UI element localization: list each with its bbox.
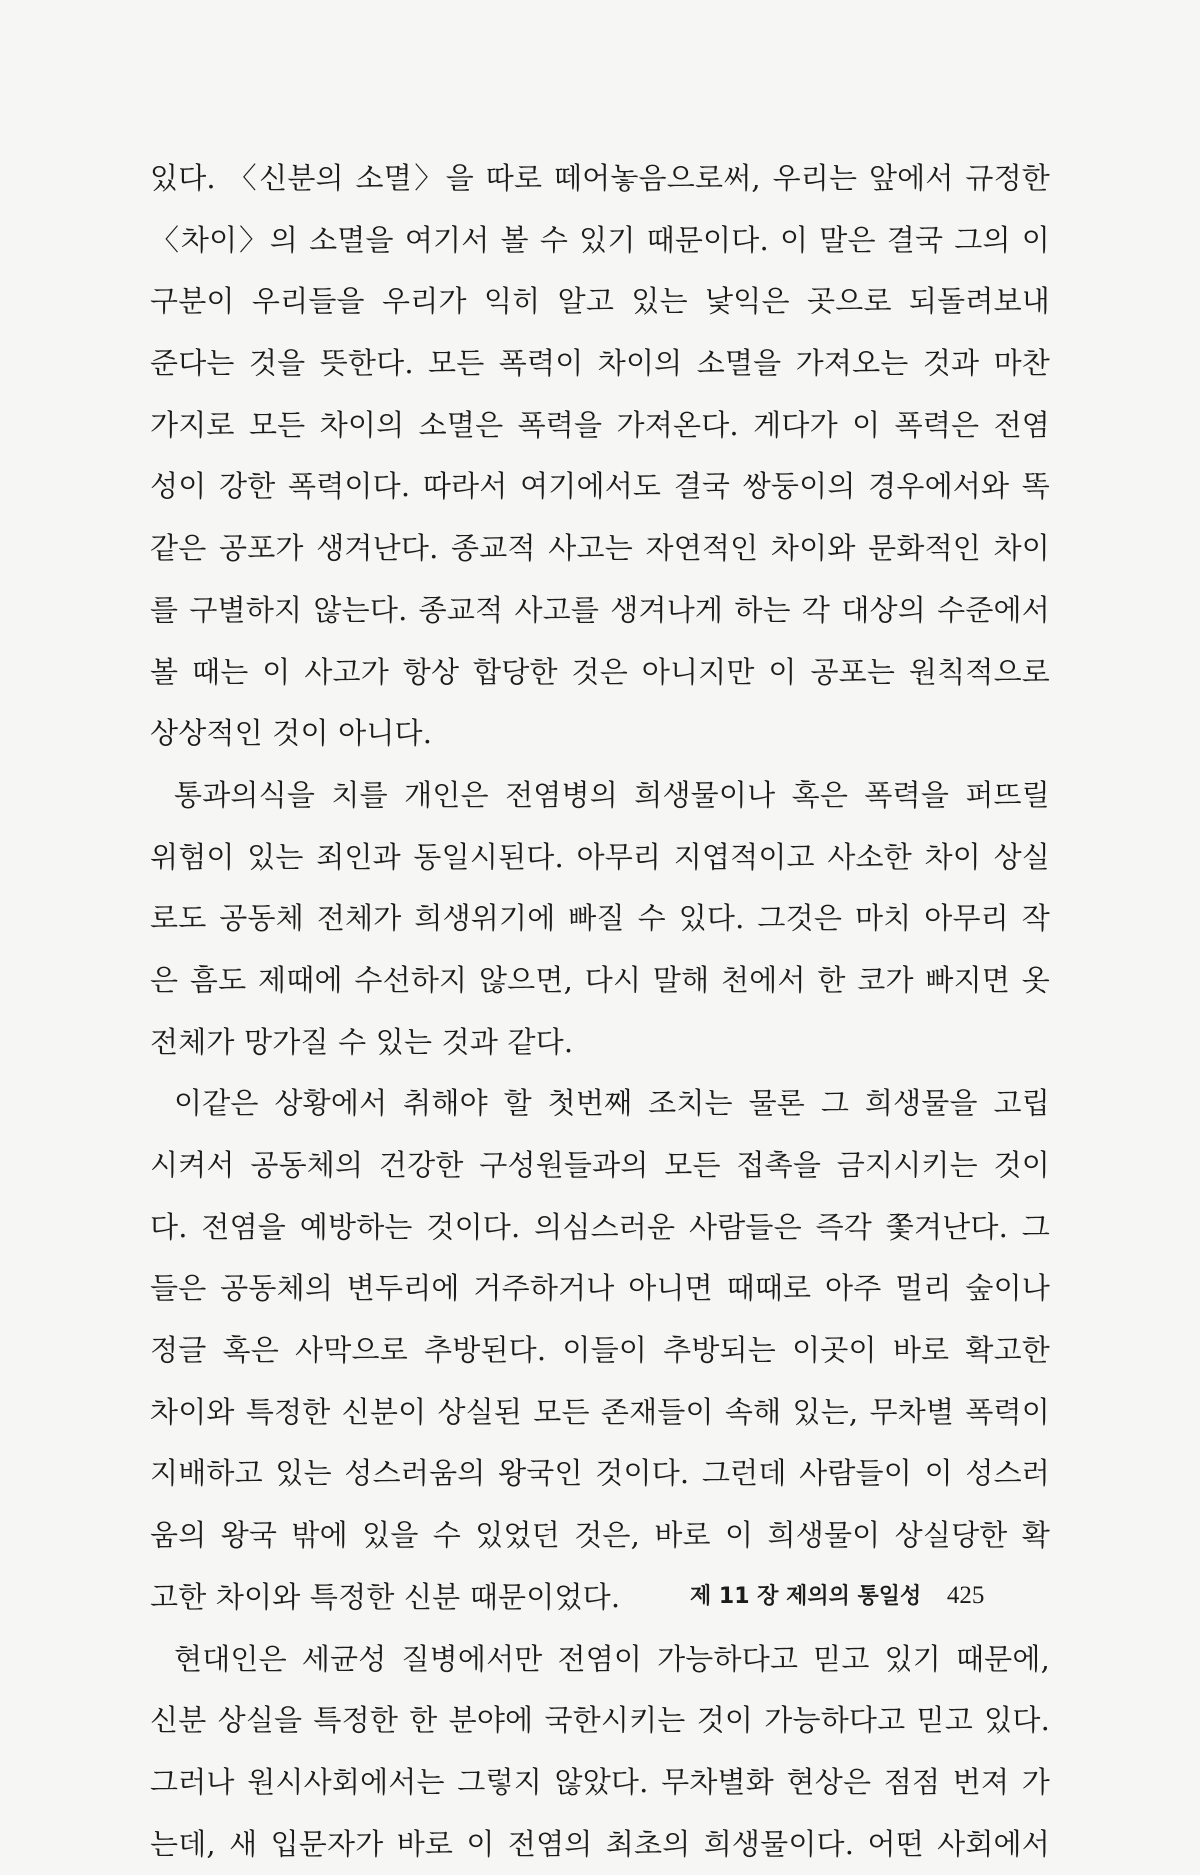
text-line: 그러나 원시사회에서는 그렇지 않았다. 무차별화 현상은 점점 번져 가: [150, 1764, 1050, 1799]
text-line: 위험이 있는 죄인과 동일시된다. 아무리 지엽적이고 사소한 차이 상실: [150, 839, 1050, 874]
text-line: 이같은 상황에서 취해야 할 첫번째 조치는 물론 그 희생물을 고립: [174, 1086, 1050, 1121]
text-line: 차이와 특정한 신분이 상실된 모든 존재들이 속해 있는, 무차별 폭력이: [150, 1394, 1050, 1429]
text-line: 고한 차이와 특정한 신분 때문이었다.: [150, 1579, 621, 1614]
body-text: [150, 148, 1050, 1875]
text-line: 현대인은 세균성 질병에서만 전염이 가능하다고 믿고 있기 때문에,: [174, 1641, 1051, 1676]
text-line: 전체가 망가질 수 있는 것과 같다.: [150, 1024, 574, 1059]
text-line: 로도 공동체 전체가 희생위기에 빠질 수 있다. 그것은 마치 아무리 작: [150, 901, 1050, 936]
text-line: 성이 강한 폭력이다. 따라서 여기에서도 결국 쌍둥이의 경우에서와 똑: [150, 469, 1050, 504]
text-line: 상상적인 것이 아니다.: [150, 716, 433, 751]
text-line: 들은 공동체의 변두리에 거주하거나 아니면 때때로 아주 멀리 숲이나: [150, 1271, 1050, 1306]
page-number: 425: [946, 1582, 985, 1609]
text-line: 를 구별하지 않는다. 종교적 사고를 생겨나게 하는 각 대상의 수준에서: [150, 592, 1050, 627]
text-line: 움의 왕국 밖에 있을 수 있었던 것은, 바로 이 희생물이 상실당한 확: [150, 1518, 1050, 1553]
text-line: 시켜서 공동체의 건강한 구성원들과의 모든 접촉을 금지시키는 것이: [150, 1148, 1050, 1182]
text-line: 구분이 우리들을 우리가 익히 알고 있는 낯익은 곳으로 되돌려보내: [150, 284, 1051, 319]
text-line: 다. 전염을 예방하는 것이다. 의심스러운 사람들은 즉각 쫓겨난다. 그: [150, 1209, 1050, 1244]
text-line: 통과의식을 치를 개인은 전염병의 희생물이나 혹은 폭력을 퍼뜨릴: [174, 777, 1050, 812]
text-line: 신분 상실을 특정한 한 분야에 국한시키는 것이 가능하다고 믿고 있다.: [150, 1703, 1050, 1738]
text-line: 있다. 〈신분의 소멸〉을 따로 떼어놓음으로써, 우리는 앞에서 규정한: [150, 161, 1050, 195]
text-line: 지배하고 있는 성스러움의 왕국인 것이다. 그런데 사람들이 이 성스러: [150, 1456, 1050, 1491]
text-line: 가지로 모든 차이의 소멸은 폭력을 가져온다. 게다가 이 폭력은 전염: [150, 407, 1050, 442]
text-line: 〈차이〉의 소멸을 여기서 볼 수 있기 때문이다. 이 말은 결국 그의 이: [150, 222, 1050, 257]
text-line: 정글 혹은 사막으로 추방된다. 이들이 추방되는 이곳이 바로 확고한: [150, 1333, 1050, 1368]
page-footer: [690, 1575, 1020, 1615]
text-line: 같은 공포가 생겨난다. 종교적 사고는 자연적인 차이와 문화적인 차이: [150, 531, 1050, 566]
text-line: 준다는 것을 뜻한다. 모든 폭력이 차이의 소멸을 가져오는 것과 마찬: [150, 346, 1050, 381]
text-line: 는데, 새 입문자가 바로 이 전염의 최초의 희생물이다. 어떤 사회에서: [150, 1826, 1050, 1861]
text-line: 볼 때는 이 사고가 항상 합당한 것은 아니지만 이 공포는 원칙적으로: [150, 654, 1050, 689]
running-footer-title: 제 11 장 제의의 통일성: [690, 1584, 922, 1609]
text-line: 은 흠도 제때에 수선하지 않으면, 다시 말해 천에서 한 코가 빠지면 옷: [150, 962, 1050, 997]
